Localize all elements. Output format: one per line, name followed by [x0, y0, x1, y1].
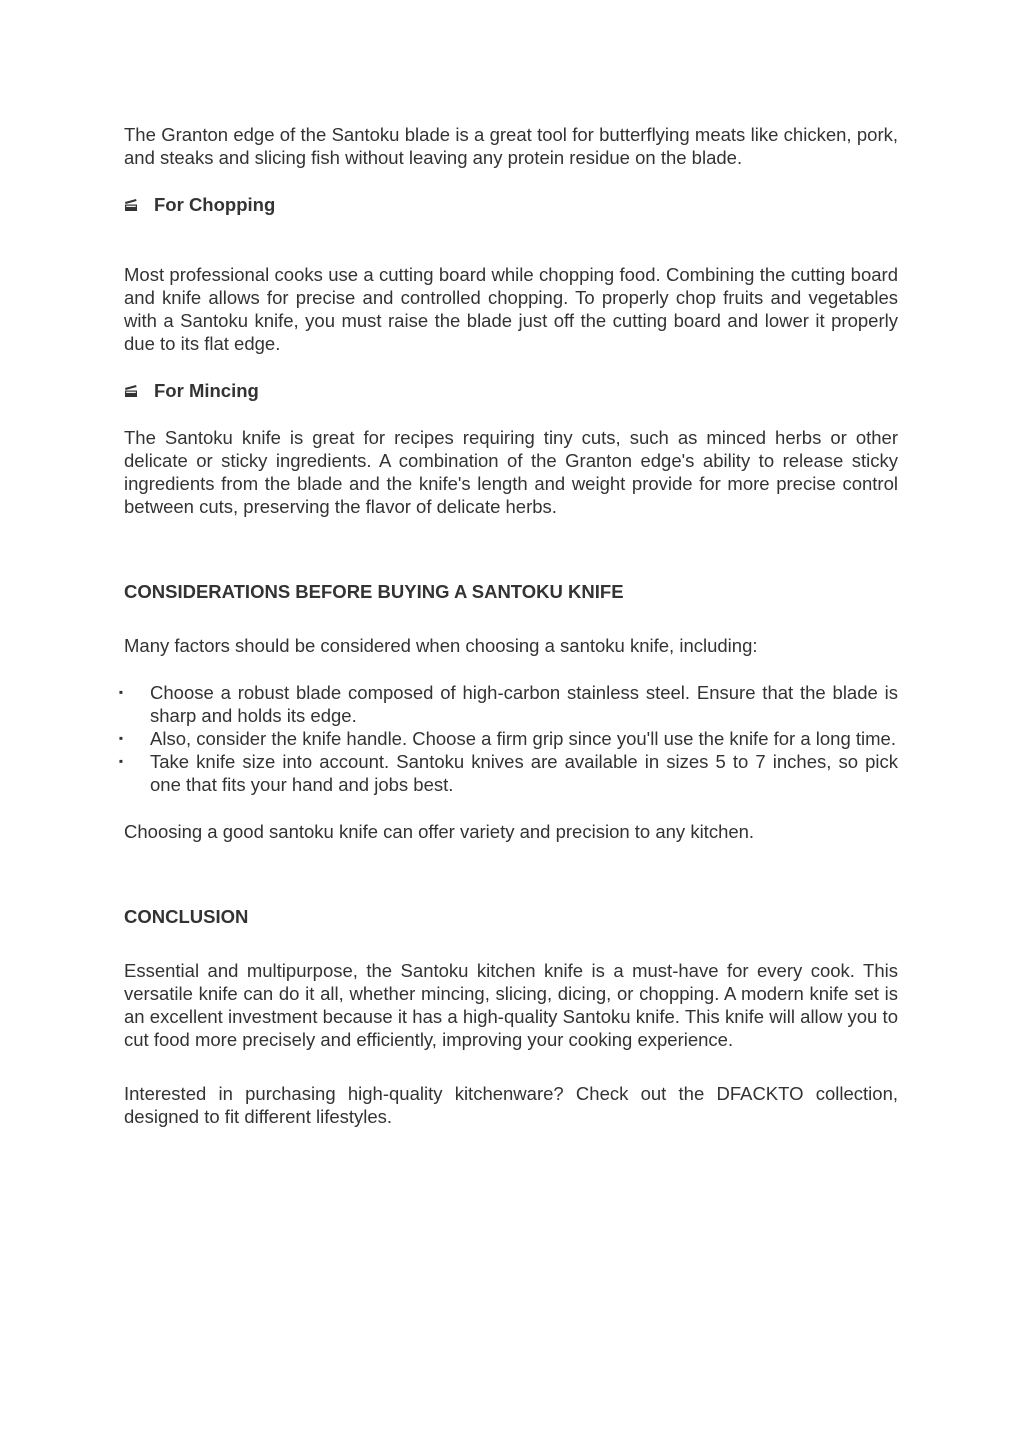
conclusion-paragraph-2: Interested in purchasing high-quality kitchenware? Check out the DFACKTO collection, designed to fit different lifestyles. [124, 1083, 898, 1127]
bullet-icon: ▪ [118, 685, 124, 699]
clapperboard-icon [124, 198, 154, 212]
bullet-icon: ▪ [118, 754, 124, 768]
conclusion-heading: CONCLUSION [124, 906, 249, 927]
list-item-text: Choose a robust blade composed of high-carbon stainless steel. Ensure that the blade is sharp and holds its edge. [150, 682, 898, 726]
list-item-text: Take knife size into account. Santoku knives are available in sizes 5 to 7 inches, so pick one that fits your hand and jobs best. [150, 751, 898, 795]
list-item [118, 750, 898, 796]
mincing-heading: For Mincing [154, 380, 259, 401]
clapperboard-icon [124, 384, 154, 398]
list-item-text: Also, consider the knife handle. Choose a firm grip since you'll use the knife for a long time. [150, 728, 896, 749]
chopping-heading: For Chopping [154, 194, 276, 215]
chopping-subheading [124, 193, 898, 216]
list-item [118, 681, 898, 727]
considerations-heading: CONSIDERATIONS BEFORE BUYING A SANTOKU KNIFE [124, 581, 624, 602]
conclusion-paragraph-1: Essential and multipurpose, the Santoku kitchen knife is a must-have for every cook. This versatile knife can do it all, whether mincing, slicing, dicing, or chopping. A modern knife set is an excellent investment because it has a high-quality Santoku knife. This knife will allow you to cut food more precisely and efficiently, improving your cooking experience. [124, 960, 898, 1050]
granton-paragraph: The Granton edge of the Santoku blade is a great tool for butterflying meats like chicken, pork, and steaks and slicing fish without leaving any protein residue on the blade. [124, 124, 898, 168]
considerations-intro: Many factors should be considered when choosing a santoku knife, including: [124, 635, 758, 656]
chopping-paragraph: Most professional cooks use a cutting board while chopping food. Combining the cutting board and knife allows for precise and controlled chopping. To properly chop fruits and vegetables with a Santoku knife, you must raise the blade just off the cutting board and lower it properly due to its flat edge. [124, 264, 898, 354]
considerations-closing: Choosing a good santoku knife can offer variety and precision to any kitchen. [124, 821, 755, 842]
list-item [118, 727, 898, 750]
mincing-paragraph: The Santoku knife is great for recipes requiring tiny cuts, such as minced herbs or other delicate or sticky ingredients. A combination of the Granton edge's ability to release sticky ingredients from the blade and the knife's length and weight provide for more precise control between cuts, preserving the flavor of delicate herbs. [124, 427, 898, 517]
bullet-icon: ▪ [118, 731, 124, 745]
document-page [118, 123, 898, 1128]
considerations-list [118, 681, 898, 796]
mincing-subheading [124, 379, 898, 402]
